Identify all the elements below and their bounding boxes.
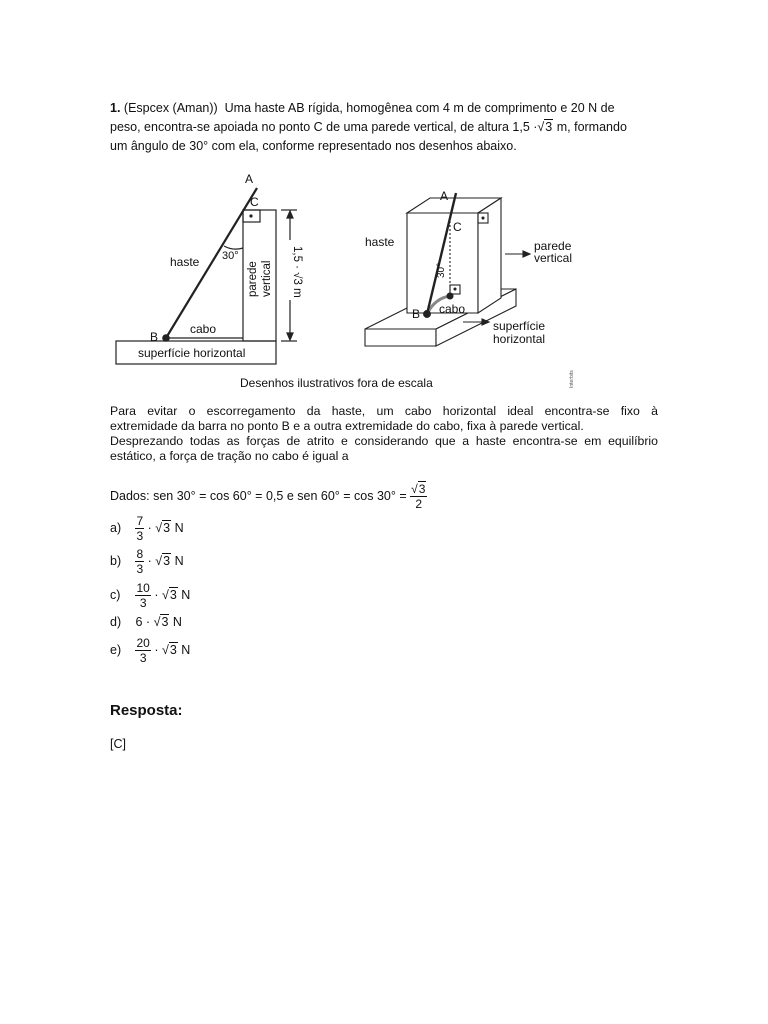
- label-surface: superfície horizontal: [138, 346, 246, 360]
- radicand: 3: [161, 615, 169, 629]
- rod-length: 4 m: [442, 101, 464, 115]
- figure-caption: Desenhos ilustrativos fora de escala: [240, 376, 433, 390]
- dimension-arrow-down: [287, 333, 293, 340]
- wall-side-face: [478, 198, 501, 313]
- radicand: 3: [163, 520, 171, 535]
- fraction-denominator: 3: [136, 562, 144, 576]
- fraction-denominator: 3: [139, 596, 147, 610]
- given-data: [110, 482, 427, 511]
- height-coef: 1,5 ·: [512, 120, 538, 134]
- question-source: (Espcex (Aman)): [123, 101, 218, 115]
- option-d[interactable]: [110, 615, 182, 629]
- option-unit: N: [174, 553, 184, 568]
- point-b-dot-3d: [424, 311, 431, 318]
- fraction-numerator: 8: [136, 547, 144, 561]
- label-wall-2: vertical: [261, 260, 273, 297]
- text-segment: rígida, homogênea com: [308, 101, 440, 115]
- label-cabo: cabo: [190, 322, 217, 336]
- dimension-arrow-up: [287, 211, 293, 218]
- floor-front-face: [365, 329, 436, 346]
- paragraph-line-4: estático, a força de tração no cabo é igual a: [110, 449, 349, 463]
- cable-anchor-dot: [447, 293, 453, 299]
- label-c-3d: C: [453, 220, 462, 234]
- answer-value: [C]: [110, 737, 126, 751]
- text-segment: extremidade da barra no ponto: [110, 419, 279, 433]
- fraction-numerator: 10: [136, 581, 150, 595]
- label-a: A: [245, 172, 254, 186]
- option-letter: a): [110, 520, 122, 535]
- fraction-denominator: 3: [139, 651, 147, 665]
- option-a[interactable]: a) $\frac{7}{3}$ · √3 N: [110, 514, 184, 543]
- label-b: B: [150, 330, 159, 344]
- paragraph-line-3: Desprezando todas as forças de atrito e considerando que a haste encontra-se em equilíbrio: [110, 434, 658, 448]
- sqrt: √3: [161, 642, 177, 657]
- text-segment: formando: [574, 120, 627, 134]
- option-b[interactable]: b) $\frac{8}{3}$ · √3 N: [110, 547, 184, 576]
- sqrt: √3: [153, 615, 169, 629]
- label-height: 1,5 · √3 m: [291, 246, 303, 298]
- text-segment: com ela, conforme representado nos desenhos abaixo.: [211, 139, 517, 153]
- option-unit: N: [181, 642, 191, 657]
- paragraph-line-2: [110, 419, 658, 434]
- option-unit: N: [181, 587, 191, 602]
- option-c[interactable]: c) $\frac{10}{3}$ · √3 N: [110, 581, 191, 610]
- label-c: C: [250, 195, 259, 209]
- text-segment: de uma parede vertical, de altura: [326, 120, 509, 134]
- radicand: 3: [163, 553, 171, 568]
- label-surface-2-3d: horizontal: [493, 332, 546, 346]
- option-fraction: [135, 514, 144, 543]
- option-letter: c): [110, 587, 121, 602]
- height-unit: m,: [556, 120, 571, 134]
- fraction-numerator: √3: [411, 482, 426, 496]
- option-unit: N: [172, 615, 182, 629]
- sqrt: √3: [155, 520, 171, 535]
- angle-arc: [224, 246, 243, 249]
- option-fraction: [135, 547, 144, 576]
- label-angle-3d: 30°: [436, 262, 447, 278]
- paragraph-line-1: Para evitar o escorregamento da haste, um cabo horizontal ideal encontra-se fixo à: [110, 404, 658, 418]
- fraction-numerator: 7: [136, 514, 144, 528]
- radicand: 3: [169, 642, 177, 657]
- dados-fraction: [410, 482, 427, 511]
- label-haste: haste: [170, 255, 200, 269]
- label-haste-3d: haste: [365, 235, 395, 249]
- angle-value: 30°: [189, 139, 209, 153]
- left-labels: [138, 172, 304, 360]
- rod-name: AB: [287, 101, 305, 115]
- dados-eq-2: sen 60° = cos 30° =: [297, 488, 407, 503]
- text-segment: de comprimento e: [467, 101, 568, 115]
- label-surface-1-3d: superfície: [493, 319, 546, 333]
- sqrt: √3: [161, 587, 177, 602]
- label-wall-1: parede: [247, 261, 259, 297]
- point-b: B: [281, 419, 290, 433]
- option-coefficient: 6 ·: [135, 615, 151, 629]
- text-segment: de: [600, 101, 615, 115]
- label-wall-2-3d: vertical: [534, 251, 573, 265]
- figure-credit: Interbits: [569, 370, 575, 388]
- radicand: 3: [545, 120, 553, 134]
- point-b-dot: [163, 335, 169, 341]
- label-angle: 30°: [222, 250, 239, 262]
- text-segment: peso, encontra-se apoiada no ponto: [110, 120, 311, 134]
- sqrt-height: √3: [537, 120, 553, 134]
- option-letter: d): [110, 615, 122, 629]
- option-unit: N: [174, 520, 184, 535]
- option-fraction: [135, 636, 150, 665]
- fraction-numerator: 20: [136, 636, 150, 650]
- point-c: C: [313, 120, 323, 134]
- label-wall-1-3d: parede: [534, 239, 572, 253]
- arrow-wall-head: [523, 251, 530, 257]
- label-a-3d: A: [440, 189, 449, 203]
- option-letter: e): [110, 642, 122, 657]
- text-segment: e a outra extremidade do cabo, fixa à parede vertical.: [293, 419, 584, 433]
- option-fraction: [135, 581, 150, 610]
- dados-eq-1: sen 30° = cos 60° = 0,5: [153, 488, 284, 503]
- fraction-denominator: 3: [136, 529, 144, 543]
- right-angle-dot: [250, 215, 252, 217]
- option-e[interactable]: e) $\frac{20}{3}$ · √3 N: [110, 636, 191, 665]
- problem-paragraph: [110, 404, 658, 464]
- radicand: 3: [169, 587, 177, 602]
- answer-title: Resposta:: [110, 702, 183, 719]
- figure-diagrams: [0, 0, 768, 400]
- dados-connector: e: [286, 488, 294, 503]
- question-number: 1.: [110, 101, 121, 115]
- radicand: 3: [418, 482, 426, 496]
- text-segment: Uma haste: [224, 101, 286, 115]
- label-cabo-3d: cabo: [439, 302, 466, 316]
- label-b-3d: B: [412, 307, 421, 321]
- sqrt: √3: [155, 553, 171, 568]
- text-segment: um ângulo de: [110, 139, 186, 153]
- right-angle-dot-base: [454, 288, 456, 290]
- right-angle-dot-top: [482, 217, 484, 219]
- fraction-denominator: 2: [415, 497, 423, 511]
- rod-weight: 20 N: [570, 101, 598, 115]
- dados-label: Dados:: [110, 488, 150, 503]
- option-letter: b): [110, 553, 122, 568]
